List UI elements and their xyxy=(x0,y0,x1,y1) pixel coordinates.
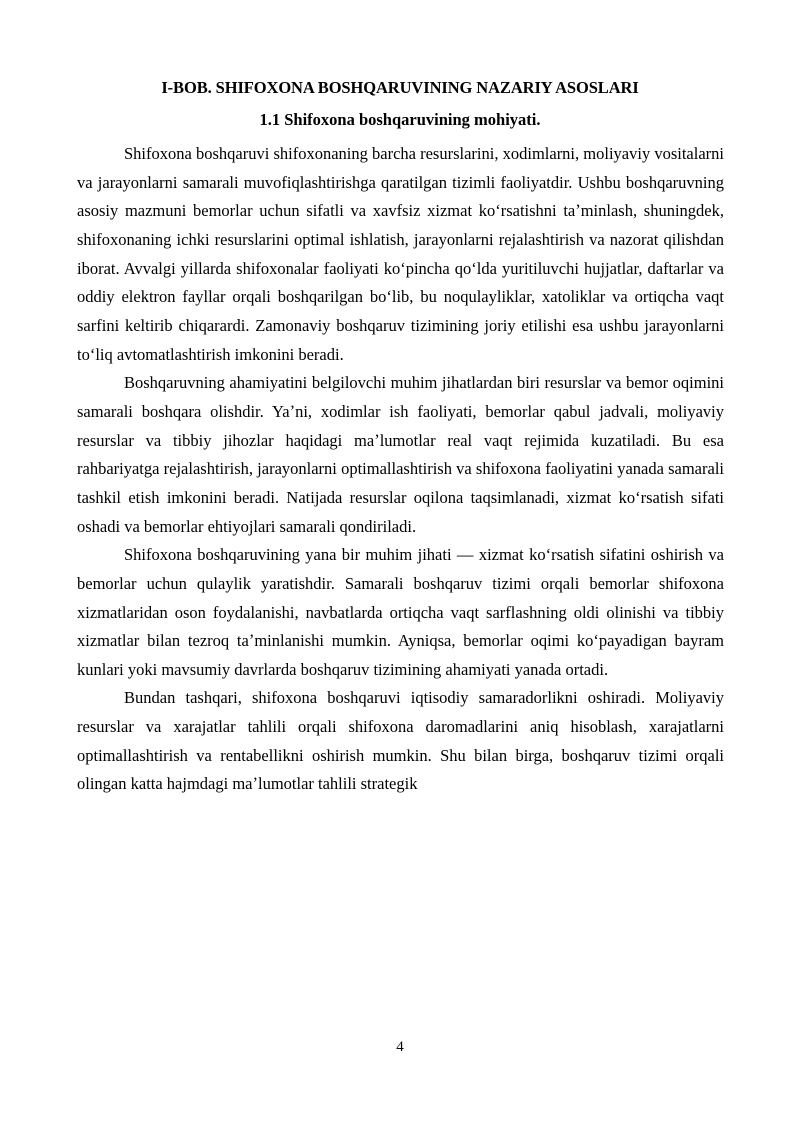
paragraph: Shifoxona boshqaruvi shifoxonaning barcha resurslarini, xodimlarni, moliyaviy vositalarni va jarayonlarni samarali muvofiqlashtirishga qaratilgan tizimli faoliyatdir. Ushbu boshqaruvning asosiy mazmuni bemorlar uchun sifatli va xavfsiz xizmat koʻrsatishni taʼminlash, shuningdek, shifoxonaning ichki resurslarini optimal ishlatish, jarayonlarni rejalashtirish va nazorat qilishdan iborat. Avvalgi yillarda shifoxonalar faoliyati koʻpincha qoʻlda yuritiluvchi hujjatlar, daftarlar va oddiy elektron fayllar orqali boshqarilgan boʻlib, bu noqulayliklar, xatoliklar va ortiqcha vaqt sarfini keltirib chiqarardi. Zamonaviy boshqaruv tizimining joriy etilishi esa ushbu jarayonlarni toʻliq avtomatlashtirish imkonini beradi. xyxy=(77,144,724,364)
paragraph: Bundan tashqari, shifoxona boshqaruvi iqtisodiy samaradorlikni oshiradi. Moliyaviy resurslar va xarajatlar tahlili orqali shifoxona daromadlarini aniq hisoblash, xarajatlarni optimallashtirish va rentabellikni oshirish mumkin. Shu bilan birga, boshqaruv tizimi orqali olingan katta hajmdagi maʼlumotlar tahlili strategik xyxy=(77,688,724,794)
paragraph: Boshqaruvning ahamiyatini belgilovchi muhim jihatlardan biri resurslar va bemor oqimini samarali boshqara olishdir. Yaʼni, xodimlar ish faoliyati, bemorlar qabul jadvali, moliyaviy resurslar va tibbiy jihozlar haqidagi maʼlumotlar real vaqt rejimida kuzatiladi. Bu esa rahbariyatga rejalashtirish, jarayonlarni optimallashtirish va shifoxona faoliyatini yanada samarali tashkil etish imkonini beradi. Natijada resurslar oqilona taqsimlanadi, xizmat koʻrsatish sifati oshadi va bemorlar ehtiyojlari samarali qondiriladi. xyxy=(77,373,724,536)
chapter-title: I-BOB. SHIFOXONA BOSHQARUVINING NAZARIY ASOSLARI xyxy=(161,78,639,97)
paragraph: Shifoxona boshqaruvining yana bir muhim jihati — xizmat koʻrsatish sifatini oshirish va bemorlar uchun qulaylik yaratishdir. Samarali boshqaruv tizimi orqali bemorlar shifoxona xizmatlaridan oson foydalanishi, navbatlarda ortiqcha vaqt sarflashning oldi olinishi va tibbiy xizmatlar bilan tezroq taʼminlanishi mumkin. Ayniqsa, bemorlar oqimi koʻpayadigan bayram kunlari yoki mavsumiy davrlarda boshqaruv tizimining ahamiyati yanada ortadi. xyxy=(77,545,724,679)
page-number: 4 xyxy=(396,1039,404,1055)
body-text xyxy=(77,140,724,799)
section-title: 1.1 Shifoxona boshqaruvining mohiyati. xyxy=(259,110,541,129)
